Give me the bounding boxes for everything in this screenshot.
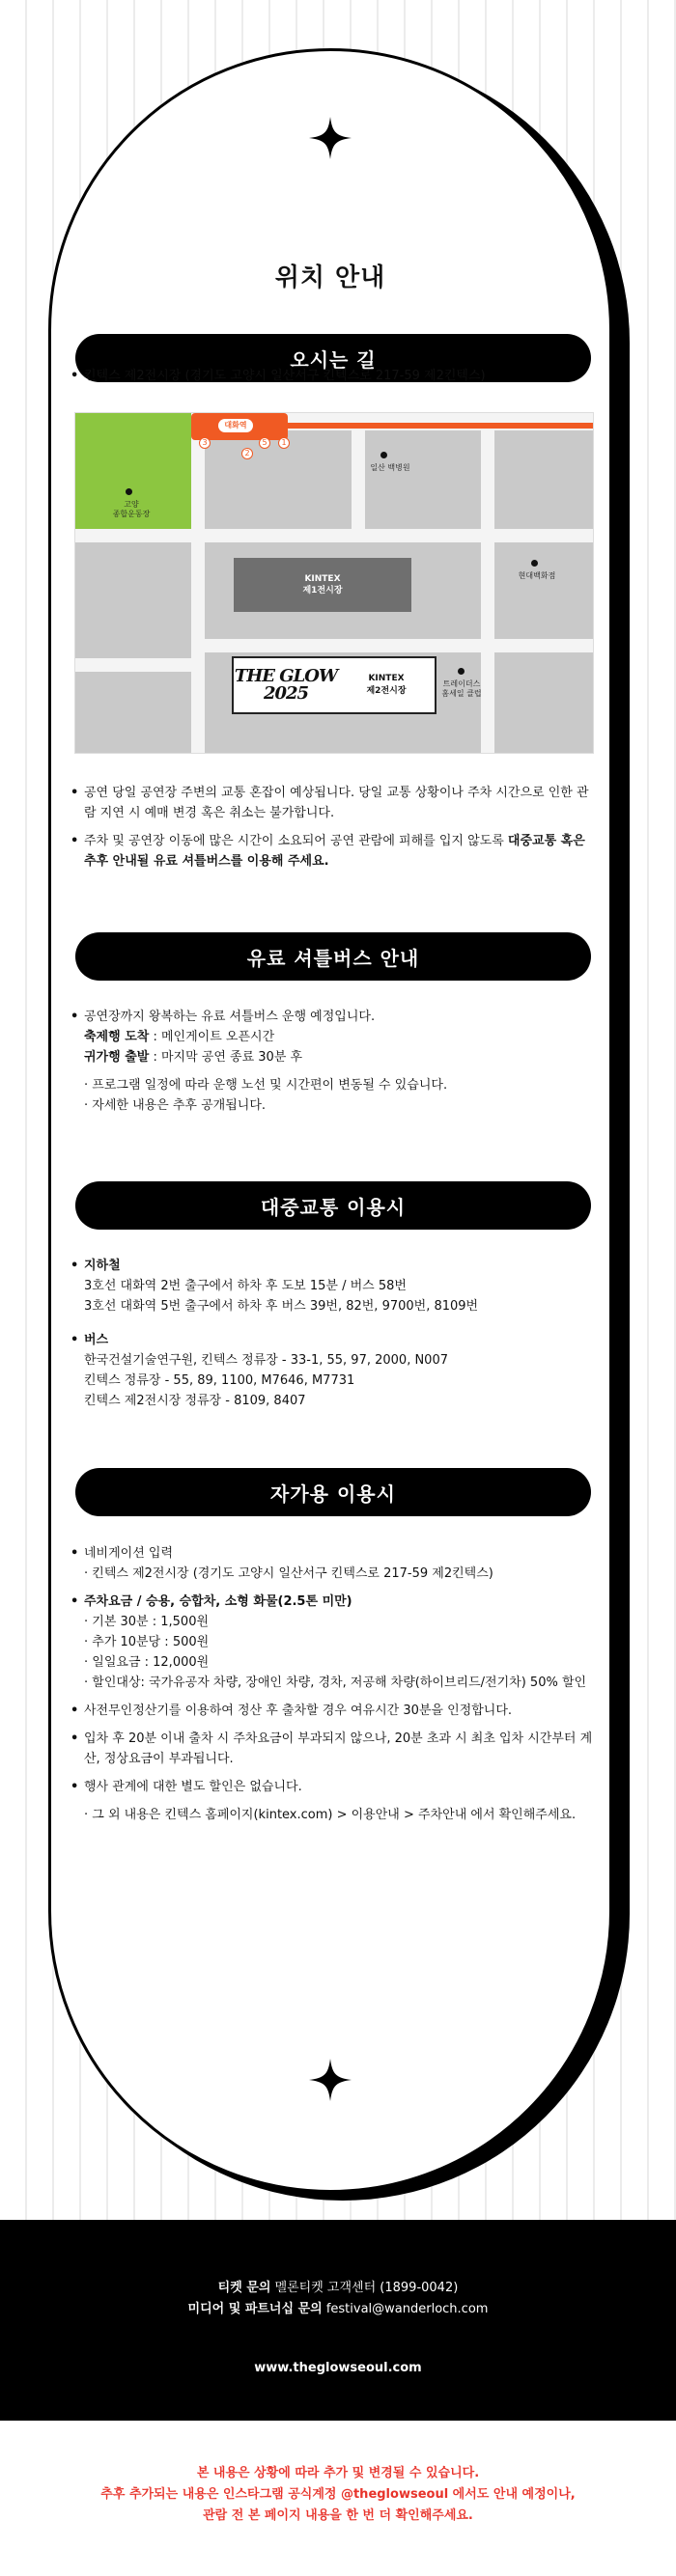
car-heading: 자가용 이용시 [75,1468,591,1516]
transit-heading: 대중교통 이용시 [75,1181,591,1230]
car-note: • 행사 관계에 대한 별도 할인은 없습니다. [70,1777,600,1797]
fee-item: · 추가 10분당 : 500원 [84,1635,210,1649]
map-marker [380,452,387,458]
website-link[interactable]: www.theglowseoul.com [254,2361,422,2375]
map-label-traders: 트레이더스 홈세일 클럽 [441,679,482,698]
map-marker [458,668,465,675]
four-point-star-icon [309,117,352,159]
four-point-star-icon [309,2059,352,2101]
media-contact: 미디어 및 파트너십 문의 festival@wanderloch.com [187,2302,489,2316]
car-note: • 입차 후 20분 이내 출차 시 주차요금이 부과되지 않으나, 20분 초과 시 최초 입차 시간부터 계산, 정상요금이 부과됩니다. [70,1729,600,1769]
notice-line: 본 내용은 상황에 따라 추가 및 변경될 수 있습니다. [196,2466,480,2480]
bus-line-item: 킨텍스 정류장 - 55, 89, 1100, M7646, M7731 [84,1373,355,1388]
transit-recommend-note: • 주차 및 공연장 이동에 많은 시간이 소요되어 공연 관람에 피해를 입지 않도록 대중교통 혹은 추후 안내될 유료 셔틀버스를 이용해 주세요. [70,831,600,872]
map-label-park: 고양 종합운동장 [112,500,151,518]
car-note: • 사전무인정산기를 이용하여 정산 후 출차할 경우 여유시간 30분을 인정합니다. [70,1701,600,1721]
bus-line-item: 한국건설기술연구원, 킨텍스 정류장 - 33-1, 55, 97, 2000, N007 [84,1353,448,1368]
shuttle-intro: • 공연장까지 왕복하는 유료 셔틀버스 운행 예정입니다. [70,1007,600,1027]
shuttle-heading: 유료 셔틀버스 안내 [75,932,591,981]
map-hall-2: KINTEX 제2전시장 [366,674,407,696]
venue-address: • 킨텍스 제2전시장 (경기도 고양시 일산서구 킨텍스로 217-59 제2킨텍스) [70,366,600,386]
subway-line-item: 3호선 대화역 5번 출구에서 하차 후 버스 39번, 82번, 9700번, 8109번 [84,1299,479,1314]
shuttle-note: · 프로그램 일정에 따라 운행 노선 및 시간편이 변동될 수 있습니다. [84,1078,448,1093]
venue-box [232,656,437,714]
map-label-daehwa: 대화역 [218,419,253,432]
map-marker [126,488,132,495]
nav-value: · 킨텍스 제2전시장 (경기도 고양시 일산서구 킨텍스로 217-59 제2킨텍스) [84,1566,493,1581]
ticket-contact: 티켓 문의 멜론티켓 고객센터 (1899-0042) [217,2281,459,2295]
subway-label: • 지하철 [70,1256,600,1276]
notice-line: 추후 추가되는 내용은 인스타그램 공식계정 @theglowseoul 에서도 안내 예정이나, [100,2487,576,2502]
fee-label: • 주차요금 / 승용, 승합차, 소형 화물(2.5톤 미만) [70,1592,600,1612]
nav-label: • 네비게이션 입력 [70,1543,600,1564]
info-capsule: 위치 안내 오시는 길 • 킨텍스 제2전시장 (경기도 고양시 일산서구 킨텍스로 217-59 제2킨텍스) 대화역 3 5 2 1 고양 종합운동장 일산 백병원 KINTEX 제1전시장 현대백화점 트레이더스 홈세일 클럽 THE GLOW 2025 KINTEX 제2전시장 • 공연 당일 공연장 주변의 교통 혼잡이 예상됩니다. 당일 교통 상황이나 주차 시간으로 인한 관람 지연 시 예매 변경 혹은 취소는 불가합니다. • 주차 및 공연장 이동에 많은 시간이 소요되어 공연 관람에 피해를 입지 않도록 대중교통 혹은 추후 안내될 유료 셔틀버스를 이용해 주세요. 유료 셔틀버스 안내 • 공연장까지 왕복하는 유료 셔틀버스 운행 예정입니다. 축제행 도착 : 메인게이트 오픈시간 귀가행 출발 : 마지막 공연 종료 30분 후 · 프로그램 일정에 따라 운행 노선 및 시간편이 변동될 수 있습니다. · 자세한 내용은 추후 공개됩니다. 대중교통 이용시 • 지하철 3호선 대화역 2번 출구에서 하차 후 도보 15분 / 버스 58번 3호선 대화역 5번 출구에서 하차 후 버스 39번, 82번, 9700번, 8109번 • 버스 한국건설기술연구원, 킨텍스 정류장 - 33-1, 55, 97, 2000, N007 킨텍스 정류장 - 55, 89, 1100, M7646, M7731 킨텍스 제2전시장 정류장 - 8109, 8407 자가용 이용시 • 네비게이션 입력 · 킨텍스 제2전시장 (경기도 고양시 일산서구 킨텍스로 217-59 제2킨텍스) • 주차요금 / 승용, 승합차, 소형 화물(2.5톤 미만) · 기본 30분 : 1,500원 · 추가 10분당 : 500원 · 일일요금 : 12,000원 · 할인대상: 국가유공자 차량, 장애인 차량, 경차, 저공해 차량(하이브리드/전기차) 50% 할인 • 사전무인정산기를 이용하여 정산 후 출차할 경우 여유시간 30분을 인정합니다. • 입차 후 20분 이내 출차 시 주차요금이 부과되지 않으나, 20분 초과 시 최초 입차 시간부터 계산, 정상요금이 부과됩니다. • 행사 관계에 대한 별도 할인은 없습니다. · 그 외 내용은 킨텍스 홈페이지(kintex.com) > 이용안내 > 주차안내 에서 확인해주세요. [48,48,612,2193]
traffic-note: • 공연 당일 공연장 주변의 교통 혼잡이 예상됩니다. 당일 교통 상황이나 주차 시간으로 인한 관람 지연 시 예매 변경 혹은 취소는 불가합니다. [70,783,600,823]
map-hall-1: KINTEX 제1전시장 [234,558,411,612]
contact-footer [0,2220,676,2421]
fee-item: · 기본 30분 : 1,500원 [84,1615,210,1629]
map-marker [531,560,538,567]
car-extra-note: · 그 외 내용은 킨텍스 홈페이지(kintex.com) > 이용안내 > 주차안내 에서 확인해주세요. [84,1808,577,1822]
fee-item: · 할인대상: 국가유공자 차량, 장애인 차량, 경차, 저공해 차량(하이브리드/전기차) 50% 할인 [84,1676,587,1690]
notice-footer [0,2421,676,2576]
bus-label: • 버스 [70,1330,600,1350]
shuttle-note: · 자세한 내용은 추후 공개됩니다. [84,1098,267,1113]
directions-heading: 오시는 길 [75,334,591,382]
fee-item: · 일일요금 : 12,000원 [84,1655,210,1670]
venue-map: 대화역 3 5 2 1 고양 종합운동장 일산 백병원 KINTEX 제1전시장 현대백화점 트레이더스 홈세일 클럽 THE GLOW 2025 KINTEX 제2전시장 [74,412,594,754]
subway-line-item: 3호선 대화역 2번 출구에서 하차 후 도보 15분 / 버스 58번 [84,1279,407,1293]
page-title: 위치 안내 [274,263,386,292]
map-label-hospital: 일산 백병원 [370,463,410,472]
notice-line: 관람 전 본 페이지 내용을 한 번 더 확인해주세요. [203,2508,473,2523]
glow-logo: THE GLOW 2025 [234,666,338,704]
map-label-hyundai: 현대백화점 [518,571,556,580]
bus-line-item: 킨텍스 제2전시장 정류장 - 8109, 8407 [84,1394,306,1408]
